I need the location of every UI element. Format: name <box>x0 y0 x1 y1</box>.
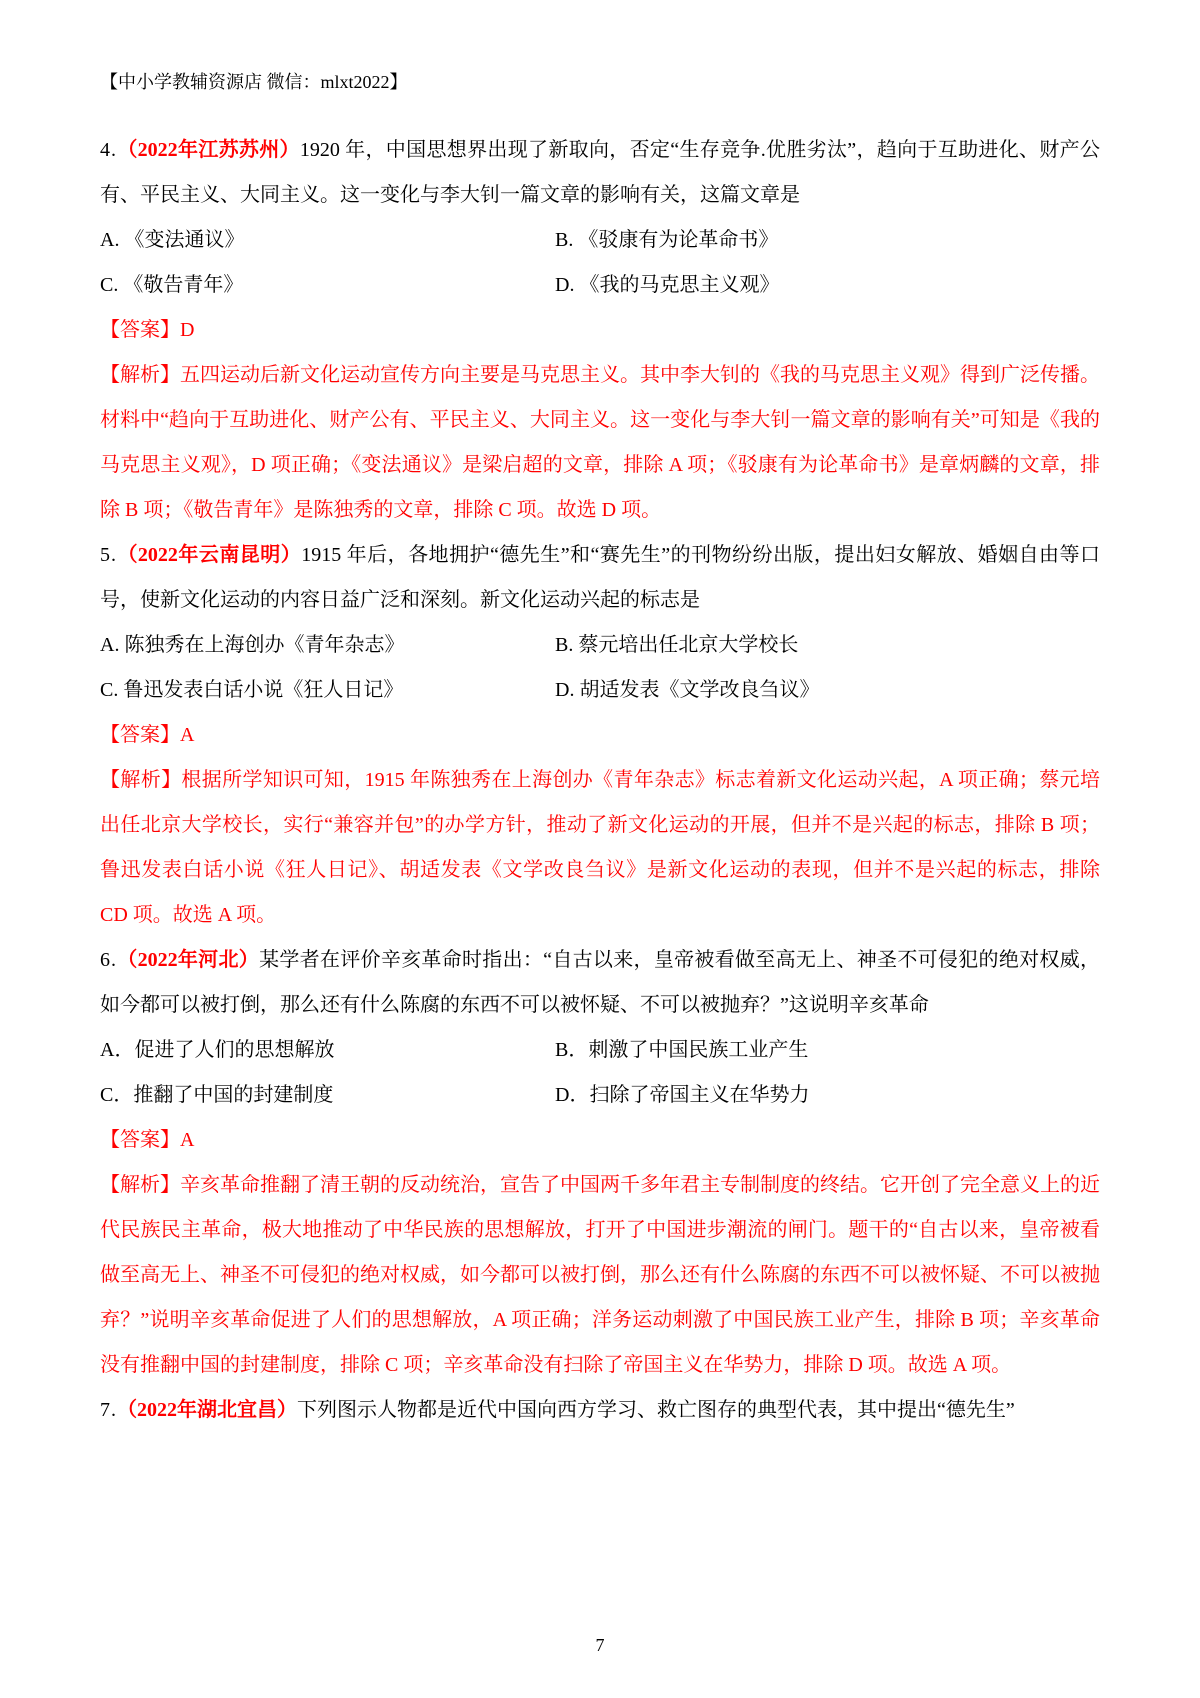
question-number: 5. <box>100 543 117 566</box>
option: D．扫除了帝国主义在华势力 <box>555 1083 810 1106</box>
options-grid <box>100 623 1100 713</box>
option: B．刺激了中国民族工业产生 <box>555 1038 809 1061</box>
analysis-label: 【解析】 <box>100 768 182 791</box>
analysis-label: 【解析】 <box>100 363 180 386</box>
question-source: （2022年河北） <box>117 948 260 971</box>
question-text: 1920 年，中国思想界出现了新取向，否定“生存竞争.优胜劣汰”，趋向于互助进化、财产公有、平民主义、大同主义。这一变化与李大钊一篇文章的影响有关，这篇文章是 <box>100 138 1100 206</box>
page-number: 7 <box>595 1635 605 1655</box>
answer-line <box>100 713 1100 758</box>
question-block <box>100 128 1100 533</box>
question-stem <box>100 128 1100 218</box>
question-source: （2022年云南昆明） <box>117 543 302 566</box>
analysis-text: 根据所学知识可知，1915 年陈独秀在上海创办《青年杂志》标志着新文化运动兴起，A 项正确；蔡元培出任北京大学校长，实行“兼容并包”的办学方针，推动了新文化运动的开展，但并不是兴起的标志，排除 B 项；鲁迅发表白话小说《狂人日记》、胡适发表《文学改良刍议》是新文化运动的表现，但并不是兴起的标志，排除 CD 项。故选 A 项。 <box>100 768 1100 926</box>
answer-line <box>100 308 1100 353</box>
question-stem <box>100 533 1100 623</box>
question-text: 下列图示人物都是近代中国向西方学习、救亡图存的典型代表，其中提出“德先生” <box>297 1398 1015 1421</box>
question-stem <box>100 1388 1100 1433</box>
option: C. 鲁迅发表白话小说《狂人日记》 <box>100 678 404 701</box>
question-block <box>100 938 1100 1388</box>
question-block <box>100 533 1100 938</box>
answer-label: 【答案】 <box>100 1128 180 1151</box>
analysis-line <box>100 353 1100 533</box>
option: A. 陈独秀在上海创办《青年杂志》 <box>100 633 405 656</box>
question-stem <box>100 938 1100 1028</box>
option: C．推翻了中国的封建制度 <box>100 1083 334 1106</box>
question-number: 7. <box>100 1398 117 1421</box>
question-text: 某学者在评价辛亥革命时指出：“自古以来，皇帝被看做至高无上、神圣不可侵犯的绝对权威，如今都可以被打倒，那么还有什么陈腐的东西不可以被怀疑、不可以被抛弃？”这说明辛亥革命 <box>100 948 1100 1016</box>
answer-value: D <box>180 318 195 341</box>
question-source: （2022年湖北宜昌） <box>117 1398 297 1421</box>
question-number: 4. <box>100 138 117 161</box>
option: B. 《驳康有为论革命书》 <box>555 228 779 251</box>
question-source: （2022年江苏苏州） <box>117 138 300 161</box>
option: D. 《我的马克思主义观》 <box>555 273 780 296</box>
options-grid <box>100 218 1100 308</box>
analysis-text: 辛亥革命推翻了清王朝的反动统治，宣告了中国两千多年君主专制制度的终结。它开创了完全意义上的近代民族民主革命，极大地推动了中华民族的思想解放，打开了中国进步潮流的闸门。题干的“自古以来，皇帝被看做至高无上、神圣不可侵犯的绝对权威，如今都可以被打倒，那么还有什么陈腐的东西不可以被怀疑、不可以被抛弃？”说明辛亥革命促进了人们的思想解放，A 项正确；洋务运动刺激了中国民族工业产生，排除 B 项；辛亥革命没有推翻中国的封建制度，排除 C 项；辛亥革命没有扫除了帝国主义在华势力，排除 D 项。故选 A 项。 <box>100 1173 1100 1376</box>
analysis-line <box>100 1163 1100 1388</box>
options-grid <box>100 1028 1100 1118</box>
answer-value: A <box>180 723 195 746</box>
option: C. 《敬告青年》 <box>100 273 244 296</box>
answer-label: 【答案】 <box>100 318 180 341</box>
document-content <box>100 128 1100 1433</box>
question-block <box>100 1388 1100 1433</box>
question-number: 6. <box>100 948 117 971</box>
answer-label: 【答案】 <box>100 723 180 746</box>
option: A. 《变法通议》 <box>100 228 245 251</box>
analysis-line <box>100 758 1100 938</box>
analysis-label: 【解析】 <box>100 1173 180 1196</box>
option: D. 胡适发表《文学改良刍议》 <box>555 678 820 701</box>
analysis-text: 五四运动后新文化运动宣传方向主要是马克思主义。其中李大钊的《我的马克思主义观》得到广泛传播。材料中“趋向于互助进化、财产公有、平民主义、大同主义。这一变化与李大钊一篇文章的影响有关”可知是《我的马克思主义观》，D 项正确；《变法通议》是梁启超的文章，排除 A 项；《驳康有为论革命书》是章炳麟的文章，排除 B 项；《敬告青年》是陈独秀的文章，排除 C 项。故选 D 项。 <box>100 363 1100 521</box>
header-watermark: 【中小学教辅资源店 微信：mlxt2022】 <box>100 72 408 92</box>
answer-line <box>100 1118 1100 1163</box>
question-text: 1915 年后，各地拥护“德先生”和“赛先生”的刊物纷纷出版，提出妇女解放、婚姻自由等口号，使新文化运动的内容日益广泛和深刻。新文化运动兴起的标志是 <box>100 543 1100 611</box>
option: A．促进了人们的思想解放 <box>100 1038 335 1061</box>
answer-value: A <box>180 1128 195 1151</box>
option: B. 蔡元培出任北京大学校长 <box>555 633 799 656</box>
